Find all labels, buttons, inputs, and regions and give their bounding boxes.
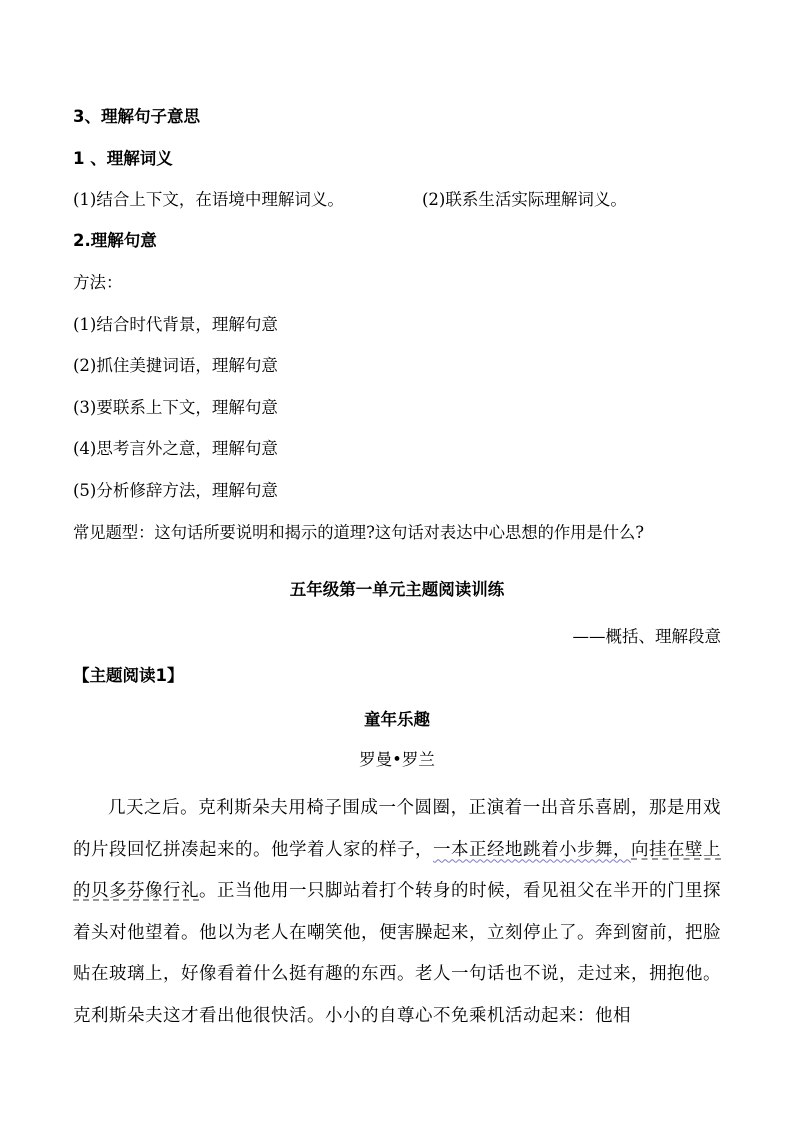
common-question-types: 常见题型：这句话所要说明和揭示的道理?这句话对表达中心思想的作用是什么? <box>73 523 645 542</box>
paragraph-text: 。正当他用一只脚站着打个转身的时候，看见祖父在半开的门里探着头对他望着。他以为老人在嘲笑他，便害臊起来，立刻停止了。奔到窗前，把脸贴在玻璃上，好像看着什么挺有趣的东西。老人一句话也不说，走过来，拥抱他。克利斯朵夫这才看出他很快活。小小的自尊心不免乘机活动起来：他相 <box>73 881 721 1026</box>
sentence-method-item: (4)思考言外之意，理解句意 <box>73 439 278 458</box>
reading-label: 【主题阅读1】 <box>73 666 184 685</box>
word-meaning-method-1: (1)结合上下文，在语境中理解词义。 <box>73 190 344 209</box>
unit-subtitle: ——概括、理解段意 <box>572 627 721 646</box>
dashed-underlined-phrase: 向挂在壁上的贝多芬像行礼 <box>73 839 721 901</box>
paragraph-text: 几天之后。克利斯朵夫用椅子围成一个圆圈，正演着一出音乐喜剧，那是用戏的片段回忆拼凑起来的。他学着人家的样子， <box>73 798 721 860</box>
sentence-method-item: (1)结合时代背景，理解句意 <box>73 315 278 334</box>
word-meaning-method-2: (2)联系生活实际理解词义。 <box>422 190 627 209</box>
sentence-method-item: (3)要联系上下文，理解句意 <box>73 398 278 417</box>
subheading-sentence-meaning: 2.理解句意 <box>73 231 157 250</box>
section-heading-understand-sentences: 3、理解句子意思 <box>73 107 200 126</box>
subheading-word-meaning: 1 、理解词义 <box>73 149 173 168</box>
sentence-method-item: (5)分析修辞方法，理解句意 <box>73 481 278 500</box>
article-title: 童年乐趣 <box>364 710 430 729</box>
article-author: 罗曼•罗兰 <box>359 750 435 769</box>
unit-title: 五年级第一单元主题阅读训练 <box>289 580 505 599</box>
methods-label: 方法： <box>73 273 123 292</box>
wavy-underlined-phrase: 一本正经地跳着小步舞， <box>433 839 631 860</box>
article-paragraph <box>73 788 721 1037</box>
sentence-method-item: (2)抓住美揵词语，理解句意 <box>73 356 278 375</box>
